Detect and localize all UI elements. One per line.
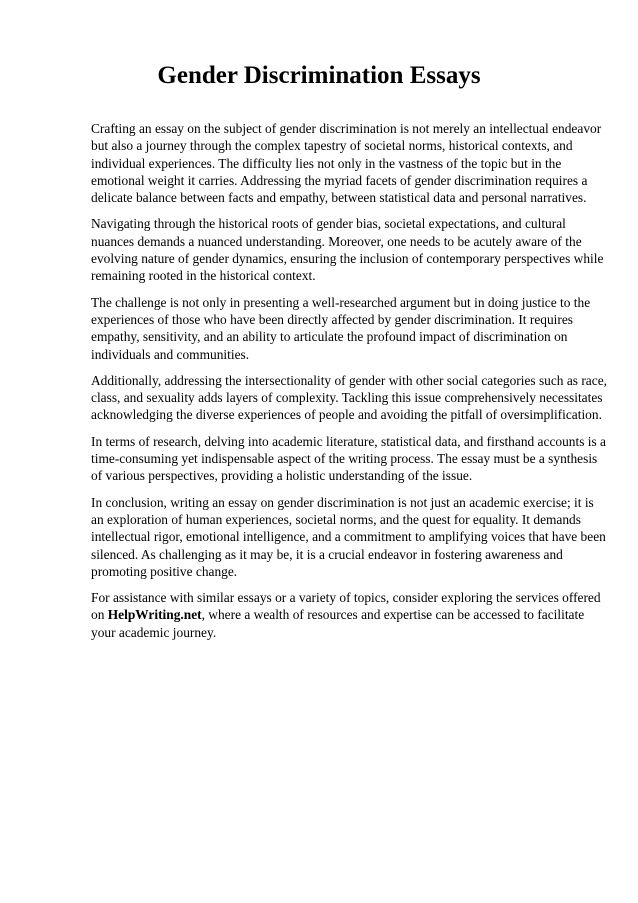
paragraph-6: In conclusion, writing an essay on gender discrimination is not just an academic exercise; it is an exploration of human experiences, societal norms, and the quest for equality. It demands intellectual rigor, emotional intelligence, and a commitment to amplifying voices that have been silenced. As challenging as it may be, it is a crucial endeavor in fostering awareness and promoting positive change.: [91, 494, 606, 579]
paragraph-5: In terms of research, delving into academic literature, statistical data, and firsthand accounts is a time-consuming yet indispensable aspect of the writing process. The essay must be a synthesis of various perspectives, providing a holistic understanding of the issue.: [91, 433, 606, 484]
paragraph-4: Additionally, addressing the intersectionality of gender with other social categories such as race, class, and sexuality adds layers of complexity. Tackling this issue comprehensively necessitates acknowledging the diverse experiences of people and avoiding the pitfall of oversimplification.: [91, 372, 607, 423]
paragraph-3: The challenge is not only in presenting a well-researched argument but in doing justice to the experiences of those who have been directly affected by gender discrimination. It requires empathy, sensitivity, and an ability to articulate the profound impact of discrimination on individuals and communities.: [91, 294, 591, 362]
paragraph-2: Navigating through the historical roots of gender bias, societal expectations, and cultural nuances demands a nuanced understanding. Moreover, one needs to be acutely aware of the evolving nature of gender dynamics, ensuring the inclusion of contemporary perspectives while remaining rooted in the historical context.: [91, 216, 604, 284]
closing-text-after: , where a wealth of resources and expertise can be accessed to facilitate your academic journey.: [91, 607, 585, 640]
closing-paragraph: [91, 589, 609, 641]
paragraph-1: Crafting an essay on the subject of gender discrimination is not merely an intellectual endeavor but also a journey through the complex tapestry of societal norms, historical contexts, and individual experiences. The difficulty lies not only in the vastness of the topic but in the emotional weight it carries. Addressing the myriad facets of gender discrimination requires a delicate balance between facts and empathy, between statistical data and personal narratives.: [91, 121, 602, 206]
document-title: Gender Discrimination Essays: [157, 62, 481, 89]
site-name-link[interactable]: HelpWriting.net: [107, 607, 202, 623]
closing-text-before: For assistance with similar essays or a variety of topics, consider exploring the services offered on: [91, 590, 601, 623]
document-body: [91, 120, 609, 650]
